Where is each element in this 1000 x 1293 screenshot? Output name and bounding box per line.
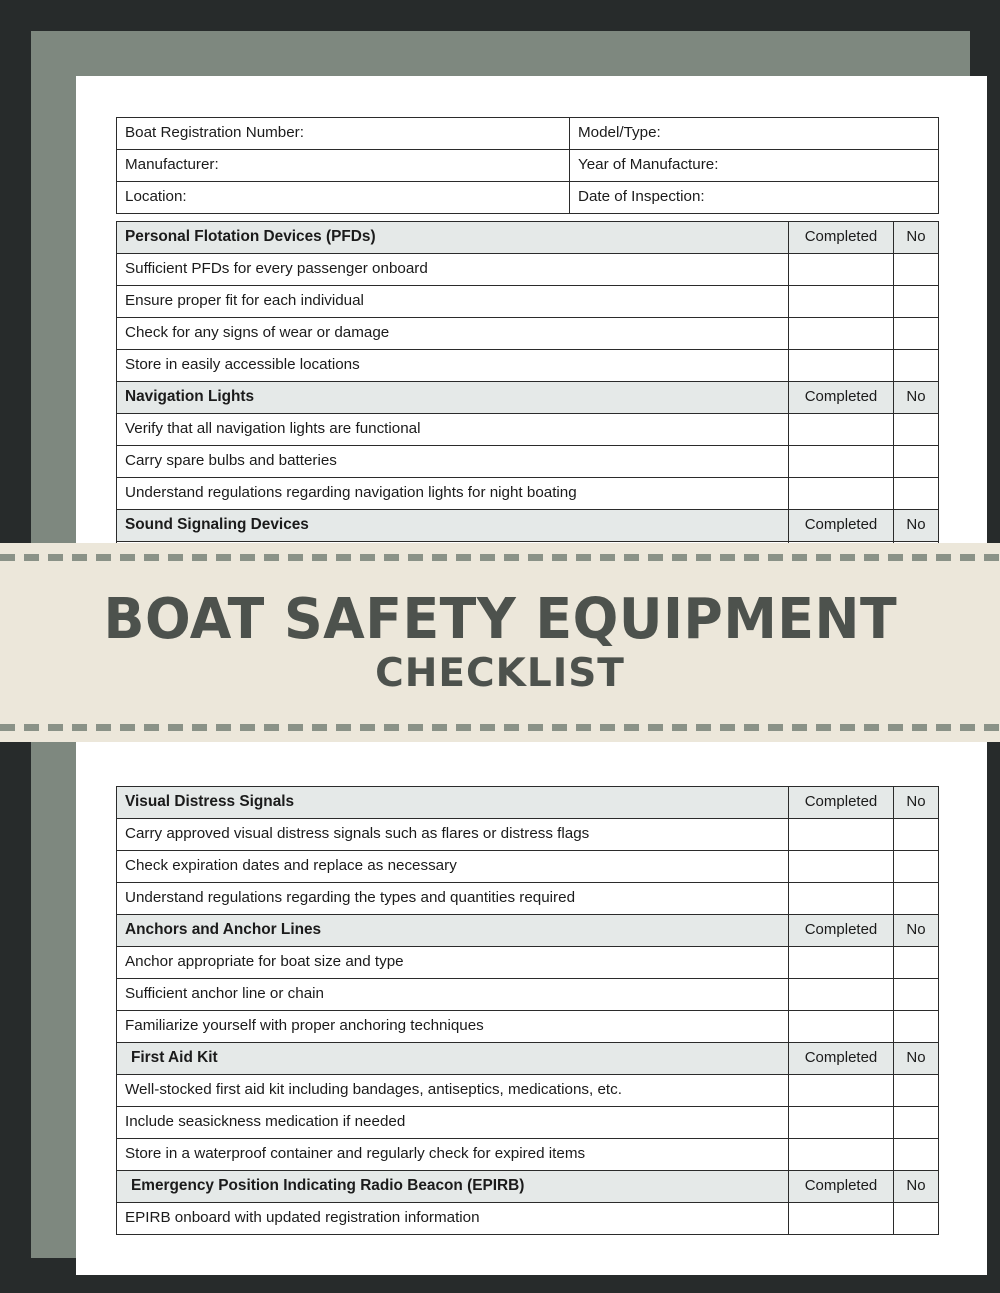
checklist-item-label: Well-stocked first aid kit including bandages, antiseptics, medications, etc. — [117, 1075, 789, 1107]
checklist-section-title: Anchors and Anchor Lines — [117, 915, 789, 947]
checklist-table-top — [116, 221, 939, 574]
checklist-no-checkbox-cell[interactable] — [894, 414, 939, 446]
checklist-item-row — [117, 1107, 939, 1139]
checklist-section-header-row — [117, 382, 939, 414]
checklist-section-header-row — [117, 1043, 939, 1075]
boat-info-row — [117, 182, 939, 214]
column-header-no: No — [894, 222, 939, 254]
checklist-item-label: Familiarize yourself with proper anchoring techniques — [117, 1011, 789, 1043]
checklist-item-label: Verify that all navigation lights are functional — [117, 414, 789, 446]
checklist-item-label: Sufficient anchor line or chain — [117, 979, 789, 1011]
checklist-item-row — [117, 1075, 939, 1107]
checklist-no-checkbox-cell[interactable] — [894, 1107, 939, 1139]
boat-info-row — [117, 150, 939, 182]
checklist-completed-checkbox-cell[interactable] — [789, 446, 894, 478]
checklist-section-title: Visual Distress Signals — [117, 787, 789, 819]
column-header-completed: Completed — [789, 382, 894, 414]
checklist-no-checkbox-cell[interactable] — [894, 350, 939, 382]
checklist-item-label: Ensure proper fit for each individual — [117, 286, 789, 318]
boat-info-field-left[interactable]: Location: — [117, 182, 570, 214]
checklist-item-row — [117, 318, 939, 350]
checklist-item-row — [117, 1203, 939, 1235]
checklist-item-row — [117, 819, 939, 851]
checklist-table-bottom — [116, 786, 939, 1235]
checklist-completed-checkbox-cell[interactable] — [789, 286, 894, 318]
checklist-item-row — [117, 1139, 939, 1171]
checklist-completed-checkbox-cell[interactable] — [789, 1075, 894, 1107]
boat-info-field-right[interactable]: Date of Inspection: — [570, 182, 939, 214]
checklist-no-checkbox-cell[interactable] — [894, 979, 939, 1011]
column-header-completed: Completed — [789, 787, 894, 819]
column-header-no: No — [894, 382, 939, 414]
checklist-section-header-row — [117, 915, 939, 947]
column-header-completed: Completed — [789, 222, 894, 254]
checklist-section-title: Navigation Lights — [117, 382, 789, 414]
checklist-no-checkbox-cell[interactable] — [894, 947, 939, 979]
checklist-item-row — [117, 1011, 939, 1043]
boat-info-field-left[interactable]: Boat Registration Number: — [117, 118, 570, 150]
checklist-completed-checkbox-cell[interactable] — [789, 851, 894, 883]
checklist-item-row — [117, 979, 939, 1011]
checklist-item-row — [117, 883, 939, 915]
checklist-item-row — [117, 254, 939, 286]
checklist-rows-top — [117, 222, 939, 574]
checklist-section-header-row — [117, 222, 939, 254]
checklist-completed-checkbox-cell[interactable] — [789, 1107, 894, 1139]
checklist-no-checkbox-cell[interactable] — [894, 851, 939, 883]
title-banner — [0, 543, 1000, 742]
column-header-completed: Completed — [789, 1043, 894, 1075]
checklist-no-checkbox-cell[interactable] — [894, 446, 939, 478]
banner-text-group — [0, 543, 1000, 742]
checklist-section-header-row — [117, 1171, 939, 1203]
checklist-item-row — [117, 446, 939, 478]
checklist-item-row — [117, 851, 939, 883]
boat-info-field-left[interactable]: Manufacturer: — [117, 150, 570, 182]
checklist-no-checkbox-cell[interactable] — [894, 1011, 939, 1043]
checklist-item-label: Store in a waterproof container and regularly check for expired items — [117, 1139, 789, 1171]
checklist-no-checkbox-cell[interactable] — [894, 1203, 939, 1235]
checklist-no-checkbox-cell[interactable] — [894, 819, 939, 851]
checklist-item-label: Check expiration dates and replace as necessary — [117, 851, 789, 883]
boat-info-field-right[interactable]: Year of Manufacture: — [570, 150, 939, 182]
boat-info-table — [116, 117, 939, 214]
column-header-completed: Completed — [789, 510, 894, 542]
checklist-item-label: Sufficient PFDs for every passenger onboard — [117, 254, 789, 286]
checklist-rows-bottom — [117, 787, 939, 1235]
column-header-no: No — [894, 915, 939, 947]
checklist-completed-checkbox-cell[interactable] — [789, 947, 894, 979]
checklist-item-label: Store in easily accessible locations — [117, 350, 789, 382]
column-header-no: No — [894, 510, 939, 542]
checklist-item-label: Check for any signs of wear or damage — [117, 318, 789, 350]
checklist-no-checkbox-cell[interactable] — [894, 286, 939, 318]
checklist-item-label: Include seasickness medication if needed — [117, 1107, 789, 1139]
checklist-completed-checkbox-cell[interactable] — [789, 1203, 894, 1235]
column-header-completed: Completed — [789, 1171, 894, 1203]
checklist-no-checkbox-cell[interactable] — [894, 1075, 939, 1107]
checklist-item-row — [117, 350, 939, 382]
checklist-completed-checkbox-cell[interactable] — [789, 350, 894, 382]
checklist-completed-checkbox-cell[interactable] — [789, 883, 894, 915]
checklist-item-row — [117, 478, 939, 510]
checklist-section-title: First Aid Kit — [117, 1043, 789, 1075]
checklist-item-label: Anchor appropriate for boat size and type — [117, 947, 789, 979]
page-subtitle: CHECKLIST — [375, 651, 625, 696]
checklist-completed-checkbox-cell[interactable] — [789, 478, 894, 510]
checklist-item-row — [117, 286, 939, 318]
checklist-item-row — [117, 414, 939, 446]
column-header-no: No — [894, 1171, 939, 1203]
checklist-no-checkbox-cell[interactable] — [894, 1139, 939, 1171]
checklist-no-checkbox-cell[interactable] — [894, 254, 939, 286]
checklist-completed-checkbox-cell[interactable] — [789, 979, 894, 1011]
checklist-item-label: Carry spare bulbs and batteries — [117, 446, 789, 478]
boat-info-rows — [117, 118, 939, 214]
checklist-item-label: Understand regulations regarding navigation lights for night boating — [117, 478, 789, 510]
checklist-no-checkbox-cell[interactable] — [894, 883, 939, 915]
checklist-no-checkbox-cell[interactable] — [894, 318, 939, 350]
checklist-section-title: Emergency Position Indicating Radio Beacon (EPIRB) — [117, 1171, 789, 1203]
column-header-completed: Completed — [789, 915, 894, 947]
checklist-item-label: Carry approved visual distress signals such as flares or distress flags — [117, 819, 789, 851]
checklist-section-title: Sound Signaling Devices — [117, 510, 789, 542]
checklist-completed-checkbox-cell[interactable] — [789, 819, 894, 851]
checklist-completed-checkbox-cell[interactable] — [789, 414, 894, 446]
checklist-completed-checkbox-cell[interactable] — [789, 1011, 894, 1043]
checklist-section-header-row — [117, 510, 939, 542]
checklist-section-title: Personal Flotation Devices (PFDs) — [117, 222, 789, 254]
checklist-item-label: EPIRB onboard with updated registration information — [117, 1203, 789, 1235]
checklist-no-checkbox-cell[interactable] — [894, 478, 939, 510]
column-header-no: No — [894, 787, 939, 819]
page-title: BOAT SAFETY EQUIPMENT — [103, 587, 897, 652]
checklist-item-label: Understand regulations regarding the types and quantities required — [117, 883, 789, 915]
checklist-item-row — [117, 947, 939, 979]
checklist-section-header-row — [117, 787, 939, 819]
boat-info-field-right[interactable]: Model/Type: — [570, 118, 939, 150]
checklist-completed-checkbox-cell[interactable] — [789, 254, 894, 286]
checklist-completed-checkbox-cell[interactable] — [789, 1139, 894, 1171]
boat-info-row — [117, 118, 939, 150]
checklist-completed-checkbox-cell[interactable] — [789, 318, 894, 350]
column-header-no: No — [894, 1043, 939, 1075]
